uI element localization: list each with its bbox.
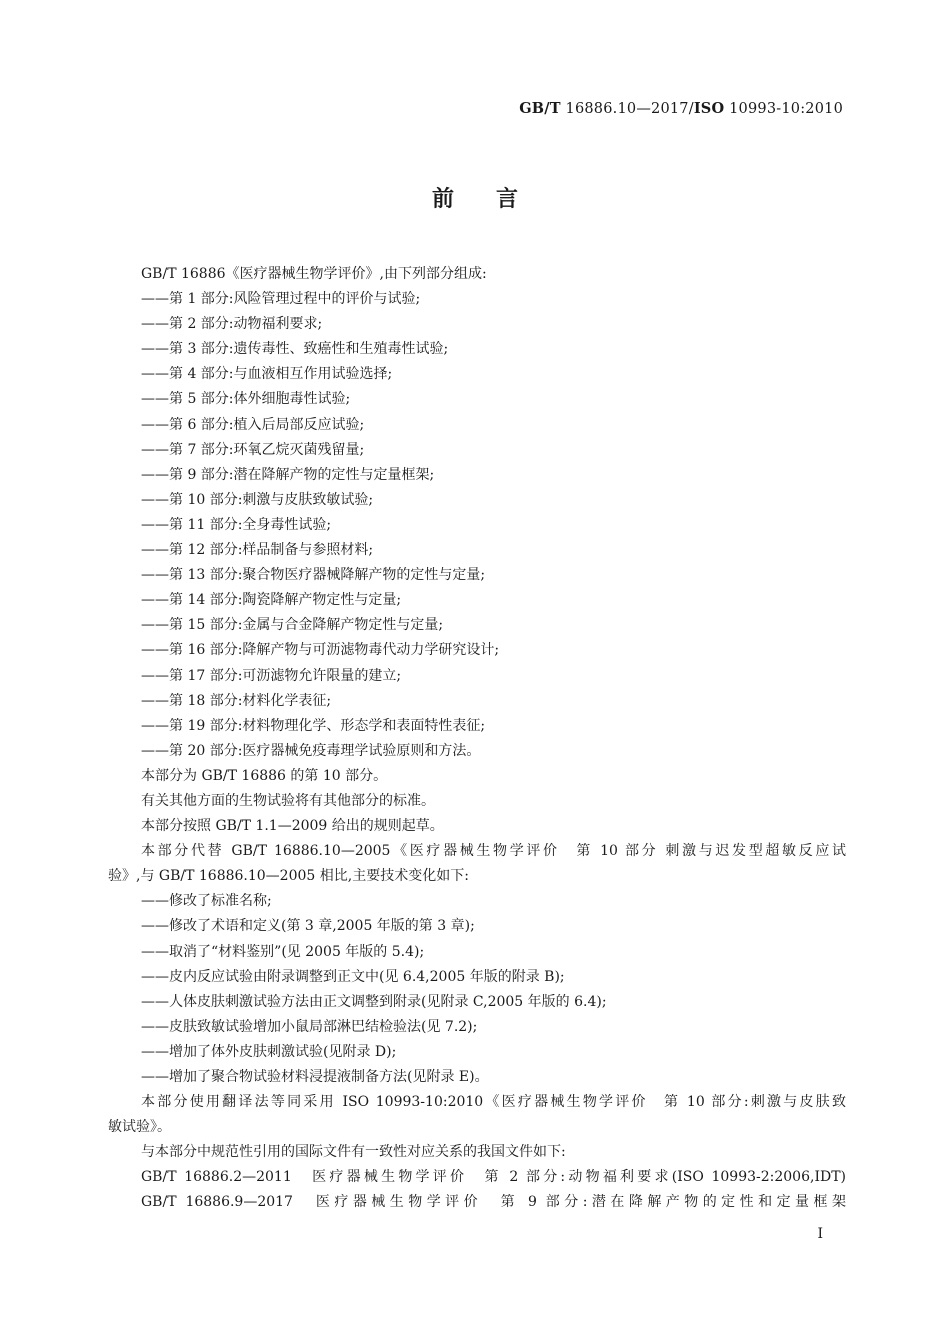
paragraph-line: 与本部分中规范性引用的国际文件有一致性对应关系的我国文件如下: [141, 1144, 566, 1161]
list-item: ——第 17 部分:可沥滤物允许限量的建立; [141, 667, 402, 684]
list-item: ——第 10 部分:刺激与皮肤致敏试验; [141, 491, 374, 508]
list-item: ——增加了聚合物试验材料浸提液制备方法(见附录 E)。 [141, 1069, 489, 1085]
list-item: ——第 12 部分:样品制备与参照材料; [141, 542, 374, 559]
list-item: ——皮肤致敏试验增加小鼠局部淋巴结检验法(见 7.2); [141, 1018, 478, 1035]
paragraph-line: 有关其他方面的生物试验将有其他部分的标准。 [141, 792, 435, 809]
list-item: ——第 13 部分:聚合物医疗器械降解产物的定性与定量; [141, 567, 486, 584]
list-item: ——修改了标准名称; [141, 893, 272, 910]
foreword-body [108, 262, 846, 1216]
list-item: ——第 5 部分:体外细胞毒性试验; [141, 391, 351, 408]
list-item: ——第 18 部分:材料化学表征; [141, 692, 332, 709]
list-item: ——第 16 部分:降解产物与可沥滤物毒代动力学研究设计; [141, 642, 500, 659]
paragraph-line: 本部分为 GB/T 16886 的第 10 部分。 [141, 767, 388, 784]
page-title: 前言 [431, 187, 560, 212]
iso-code: ISO [693, 100, 725, 117]
std-code: GB/T [519, 100, 561, 117]
std-number: 16886.10—2017/ [565, 101, 694, 117]
list-item: ——第 9 部分:潜在降解产物的定性与定量框架; [141, 466, 435, 483]
list-item: ——增加了体外皮肤刺激试验(见附录 D); [141, 1043, 397, 1060]
paragraph-line: 本部分使用翻译法等同采用 ISO 10993-10:2010《医疗器械生物学评价 第 10 部分:刺激与皮肤致 [141, 1094, 846, 1111]
list-item: ——人体皮肤刺激试验方法由正文调整到附录(见附录 C,2005 年版的 6.4); [141, 993, 607, 1010]
list-item: ——第 7 部分:环氧乙烷灭菌残留量; [141, 441, 365, 458]
paragraph-line: GB/T 16886《医疗器械生物学评价》,由下列部分组成: [141, 266, 487, 282]
reference-line: GB/T 16886.9—2017 医疗器械生物学评价 第 9 部分:潜在降解产物的定性和定量框架 [141, 1194, 846, 1211]
paragraph-line: 敏试验》。 [108, 1119, 171, 1136]
list-item: ——第 19 部分:材料物理化学、形态学和表面特性表征; [141, 717, 486, 734]
list-item: ——第 1 部分:风险管理过程中的评价与试验; [141, 291, 421, 308]
paragraph-line: 验》,与 GB/T 16886.10—2005 相比,主要技术变化如下: [108, 868, 469, 885]
list-item: ——第 14 部分:陶瓷降解产物定性与定量; [141, 592, 402, 609]
page-number: I [817, 1226, 823, 1242]
list-item: ——皮内反应试验由附录调整到正文中(见 6.4,2005 年版的附录 B); [141, 968, 565, 985]
list-item: ——第 4 部分:与血液相互作用试验选择; [141, 366, 393, 383]
reference-line: GB/T 16886.2—2011 医疗器械生物学评价 第 2 部分:动物福利要求(ISO 10993-2:2006,IDT) [141, 1169, 846, 1186]
paragraph-line: 本部分按照 GB/T 1.1—2009 给出的规则起草。 [141, 818, 444, 835]
list-item: ——取消了“材料鉴别”(见 2005 年版的 5.4); [141, 943, 425, 960]
list-item: ——第 15 部分:金属与合金降解产物定性与定量; [141, 617, 444, 634]
standard-header [519, 100, 843, 117]
list-item: ——第 6 部分:植入后局部反应试验; [141, 416, 365, 433]
list-item: ——第 11 部分:全身毒性试验; [141, 516, 332, 533]
list-item: ——修改了术语和定义(第 3 章,2005 年版的第 3 章); [141, 918, 475, 935]
paragraph-line: 本部分代替 GB/T 16886.10—2005《医疗器械生物学评价 第 10 部分 刺激与迟发型超敏反应试 [141, 843, 846, 860]
list-item: ——第 3 部分:遗传毒性、致癌性和生殖毒性试验; [141, 341, 449, 358]
list-item: ——第 2 部分:动物福利要求; [141, 316, 323, 333]
iso-number: 10993-10:2010 [729, 101, 843, 117]
list-item: ——第 20 部分:医疗器械免疫毒理学试验原则和方法。 [141, 742, 481, 759]
